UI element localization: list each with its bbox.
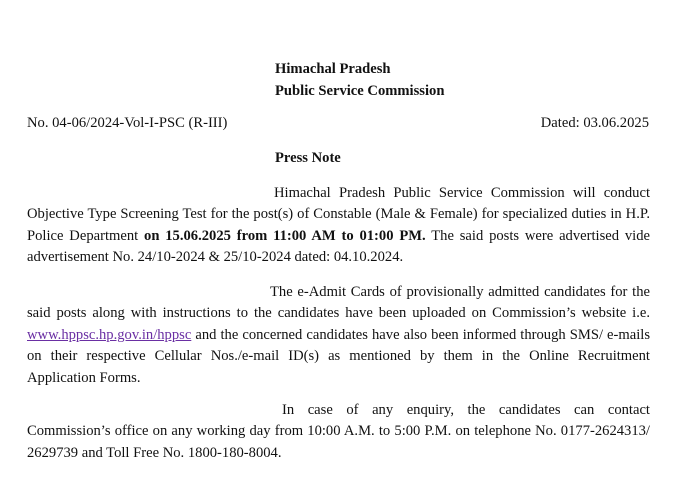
paragraph-text: The said posts were advertised vide advertisement No. 24/10-2024 & 25/10-2024 dated: 04.10.2024.: [27, 227, 650, 266]
website-link[interactable]: www.hppsc.hp.gov.in/hppsc: [27, 326, 192, 343]
paragraph-text: Himachal Pradesh Public Service Commission will conduct Objective Type Screening Test for the post(s) of Constable (Male & Female) for specialized duties in H.P. Police Department: [27, 185, 650, 244]
organization-name-line2: Public Service Commission: [275, 83, 445, 99]
document-date: Dated: 03.06.2025: [540, 115, 649, 131]
reference-number: No. 04-06/2024-Vol-I-PSC (R-III): [27, 115, 228, 131]
organization-name-line1: Himachal Pradesh: [275, 61, 391, 77]
paragraph-exam-schedule: [27, 183, 650, 269]
paragraph-text: and the concerned candidates have also been informed through SMS/ e-mails on their respective Cellular Nos./e-mail ID(s) as mentioned by them in the Online Recruitment Application Forms.: [27, 326, 650, 386]
paragraph-enquiry: [27, 400, 650, 464]
paragraph-admit-cards: [27, 282, 650, 389]
paragraph-text: The e-Admit Cards of provisionally admitted candidates for the said posts along with instructions to the candidates have been uploaded on Commission’s website i.e.: [27, 284, 650, 322]
paragraph-text: In case of any enquiry, the candidates can contact Commission’s office on any working day from 10:00 A.M. to 5:00 P.M. on telephone No. 0177-2624313/ 2629739 and Toll Free No. 1800-180-8004.: [27, 402, 650, 461]
exam-date-time: on 15.06.2025 from 11:00 AM to 01:00 PM.: [144, 227, 426, 244]
page-title: Press Note: [275, 150, 341, 166]
